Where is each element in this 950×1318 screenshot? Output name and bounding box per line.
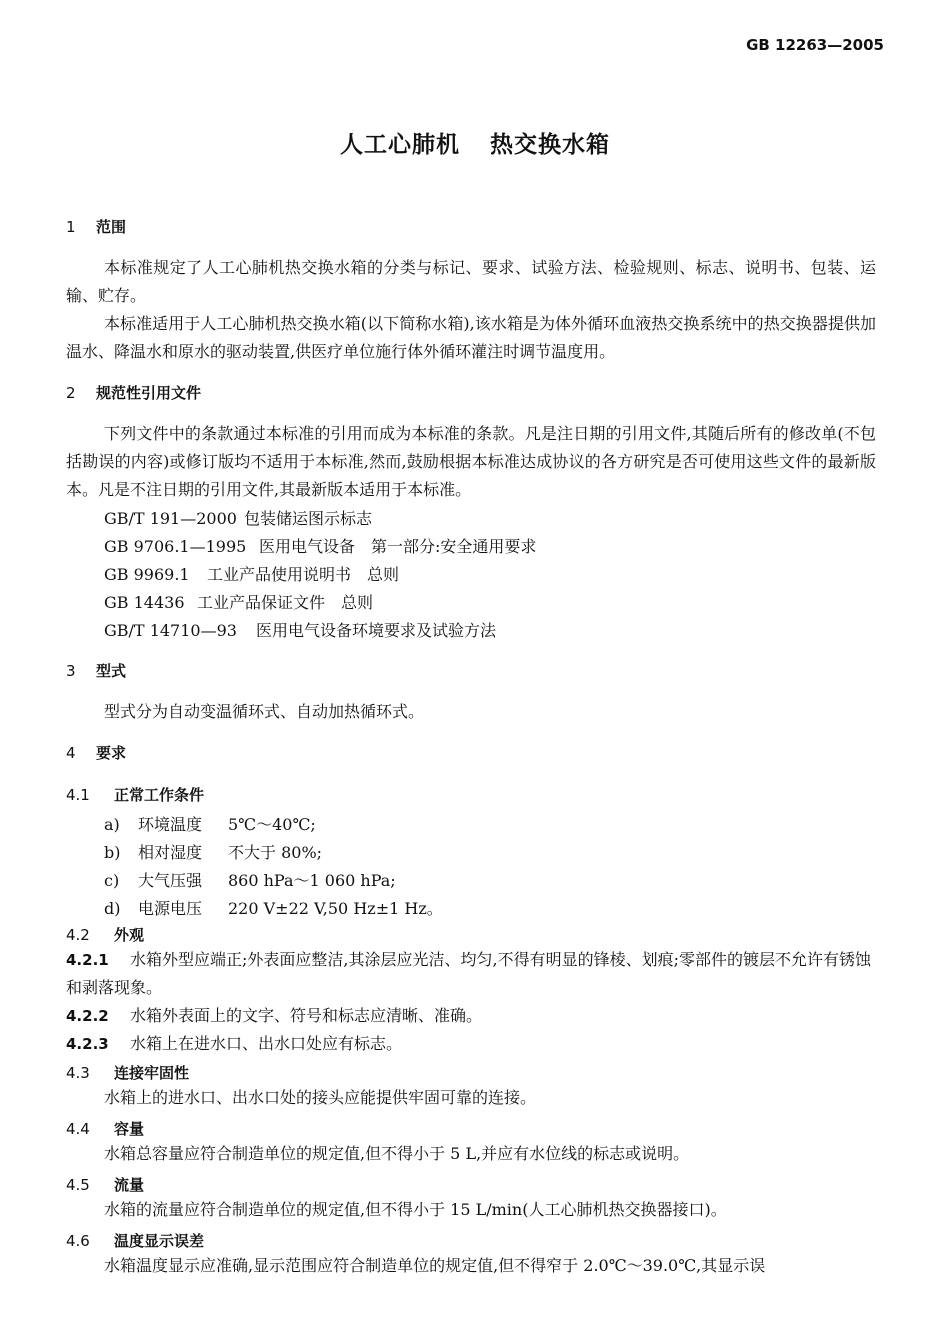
- title-part-2: 热交换水箱: [490, 132, 610, 158]
- item-value: 不大于 80%;: [228, 843, 323, 862]
- reference-code: GB 14436: [104, 593, 185, 612]
- type-paragraph: 型式分为自动变温循环式、自动加热循环式。: [104, 702, 425, 721]
- section-number: 2: [66, 384, 76, 402]
- item-value: 220 V±22 V,50 Hz±1 Hz。: [228, 899, 443, 918]
- clause-heading-4-4: [66, 1118, 144, 1139]
- reference-item: [104, 590, 373, 613]
- section-heading-4: [66, 742, 126, 763]
- document-title: [0, 126, 950, 159]
- clause-number: 4.6: [66, 1232, 90, 1250]
- clause-title: 正常工作条件: [114, 786, 205, 804]
- reference-name: 包装储运图示标志: [244, 509, 373, 528]
- condition-item: [104, 840, 322, 863]
- section-number: 1: [66, 218, 76, 236]
- clause-heading-4-5: [66, 1174, 144, 1195]
- item-key: a): [104, 815, 120, 834]
- standard-code: GB 12263—2005: [746, 36, 884, 54]
- normative-references-paragraph: 下列文件中的条款通过本标准的引用而成为本标准的条款。凡是注日期的引用文件,其随后所有的修改单(不包括勘误的内容)或修订版均不适用于本标准,然而,鼓励根据本标准达成协议的各方研究是否可使用这些文件的最新版本。凡是不注日期的引用文件,其最新版本适用于本标准。: [66, 424, 876, 499]
- reference-code: GB 9706.1—1995: [104, 537, 247, 556]
- reference-item: [104, 618, 496, 641]
- section-number: 3: [66, 662, 76, 680]
- reference-code: GB/T 191—2000: [104, 509, 237, 528]
- clause-number: 4.4: [66, 1120, 90, 1138]
- condition-item: [104, 868, 396, 891]
- scope-paragraph-1: 本标准规定了人工心肺机热交换水箱的分类与标记、要求、试验方法、检验规则、标志、说明书、包装、运输、贮存。: [66, 258, 876, 305]
- clause-4-2-1: [66, 946, 876, 1002]
- reference-item: [104, 534, 536, 557]
- scope-paragraph-2: 本标准适用于人工心肺机热交换水箱(以下简称水箱),该水箱是为体外循环血液热交换系统中的热交换器提供加温水、降温水和原水的驱动装置,供医疗单位施行体外循环灌注时调节温度用。: [66, 314, 876, 361]
- condition-item: [104, 812, 316, 835]
- item-label: 环境温度: [138, 815, 203, 834]
- reference-item: [104, 506, 372, 529]
- reference-item: [104, 562, 399, 585]
- reference-name: 工业产品保证文件 总则: [197, 593, 374, 612]
- clause-heading-4-2: [66, 924, 144, 945]
- reference-name: 医用电气设备环境要求及试验方法: [256, 621, 497, 640]
- section-heading-2: [66, 382, 201, 403]
- clause-title: 容量: [114, 1120, 145, 1138]
- clause-number: 4.2.2: [66, 1007, 109, 1025]
- clause-4-2-2: [66, 1002, 876, 1030]
- reference-name: 医用电气设备 第一部分:安全通用要求: [259, 537, 537, 556]
- section-title: 规范性引用文件: [96, 384, 202, 402]
- item-key: d): [104, 899, 121, 918]
- clause-number: 4.5: [66, 1176, 90, 1194]
- clause-4-4-text: 水箱总容量应符合制造单位的规定值,但不得小于 5 L,并应有水位线的标志或说明。: [104, 1144, 690, 1163]
- clause-text: 水箱外型应端正;外表面应整洁,其涂层应光洁、均匀,不得有明显的锋棱、划痕;零部件的镀层不允许有锈蚀和剥落现象。: [66, 950, 871, 997]
- clause-heading-4-1: [66, 784, 204, 805]
- reference-code: GB 9969.1: [104, 565, 190, 584]
- section-heading-1: [66, 216, 126, 237]
- clause-title: 流量: [114, 1176, 145, 1194]
- section-title: 型式: [96, 662, 127, 680]
- clause-4-6-text: 水箱温度显示应准确,显示范围应符合制造单位的规定值,但不得窄于 2.0℃～39.0℃,其显示误: [104, 1256, 766, 1275]
- clause-number: 4.2.3: [66, 1035, 109, 1053]
- clause-heading-4-3: [66, 1062, 189, 1083]
- clause-number: 4.2: [66, 926, 90, 944]
- clause-4-5-text: 水箱的流量应符合制造单位的规定值,但不得小于 15 L/min(人工心肺机热交换器接口)。: [104, 1200, 727, 1219]
- item-key: c): [104, 871, 120, 890]
- section-number: 4: [66, 744, 76, 762]
- reference-name: 工业产品使用说明书 总则: [207, 565, 400, 584]
- clause-number: 4.3: [66, 1064, 90, 1082]
- title-part-1: 人工心肺机: [340, 132, 460, 158]
- item-value: 5℃～40℃;: [228, 815, 316, 834]
- clause-heading-4-6: [66, 1230, 204, 1251]
- clause-text: 水箱外表面上的文字、符号和标志应清晰、准确。: [130, 1006, 483, 1025]
- clause-number: 4.1: [66, 786, 90, 804]
- reference-code: GB/T 14710—93: [104, 621, 237, 640]
- section-title: 范围: [96, 218, 127, 236]
- item-label: 电源电压: [138, 899, 203, 918]
- condition-item: [104, 896, 443, 919]
- section-heading-3: [66, 660, 126, 681]
- clause-4-2-3: [66, 1030, 876, 1058]
- item-key: b): [104, 843, 121, 862]
- item-label: 大气压强: [138, 871, 203, 890]
- section-title: 要求: [96, 744, 127, 762]
- clause-4-3-text: 水箱上的进水口、出水口处的接头应能提供牢固可靠的连接。: [104, 1088, 537, 1107]
- clause-title: 外观: [114, 926, 145, 944]
- item-value: 860 hPa～1 060 hPa;: [228, 871, 396, 890]
- clause-title: 连接牢固性: [114, 1064, 190, 1082]
- clause-number: 4.2.1: [66, 951, 109, 969]
- clause-text: 水箱上在进水口、出水口处应有标志。: [130, 1034, 403, 1053]
- clause-title: 温度显示误差: [114, 1232, 205, 1250]
- item-label: 相对湿度: [138, 843, 203, 862]
